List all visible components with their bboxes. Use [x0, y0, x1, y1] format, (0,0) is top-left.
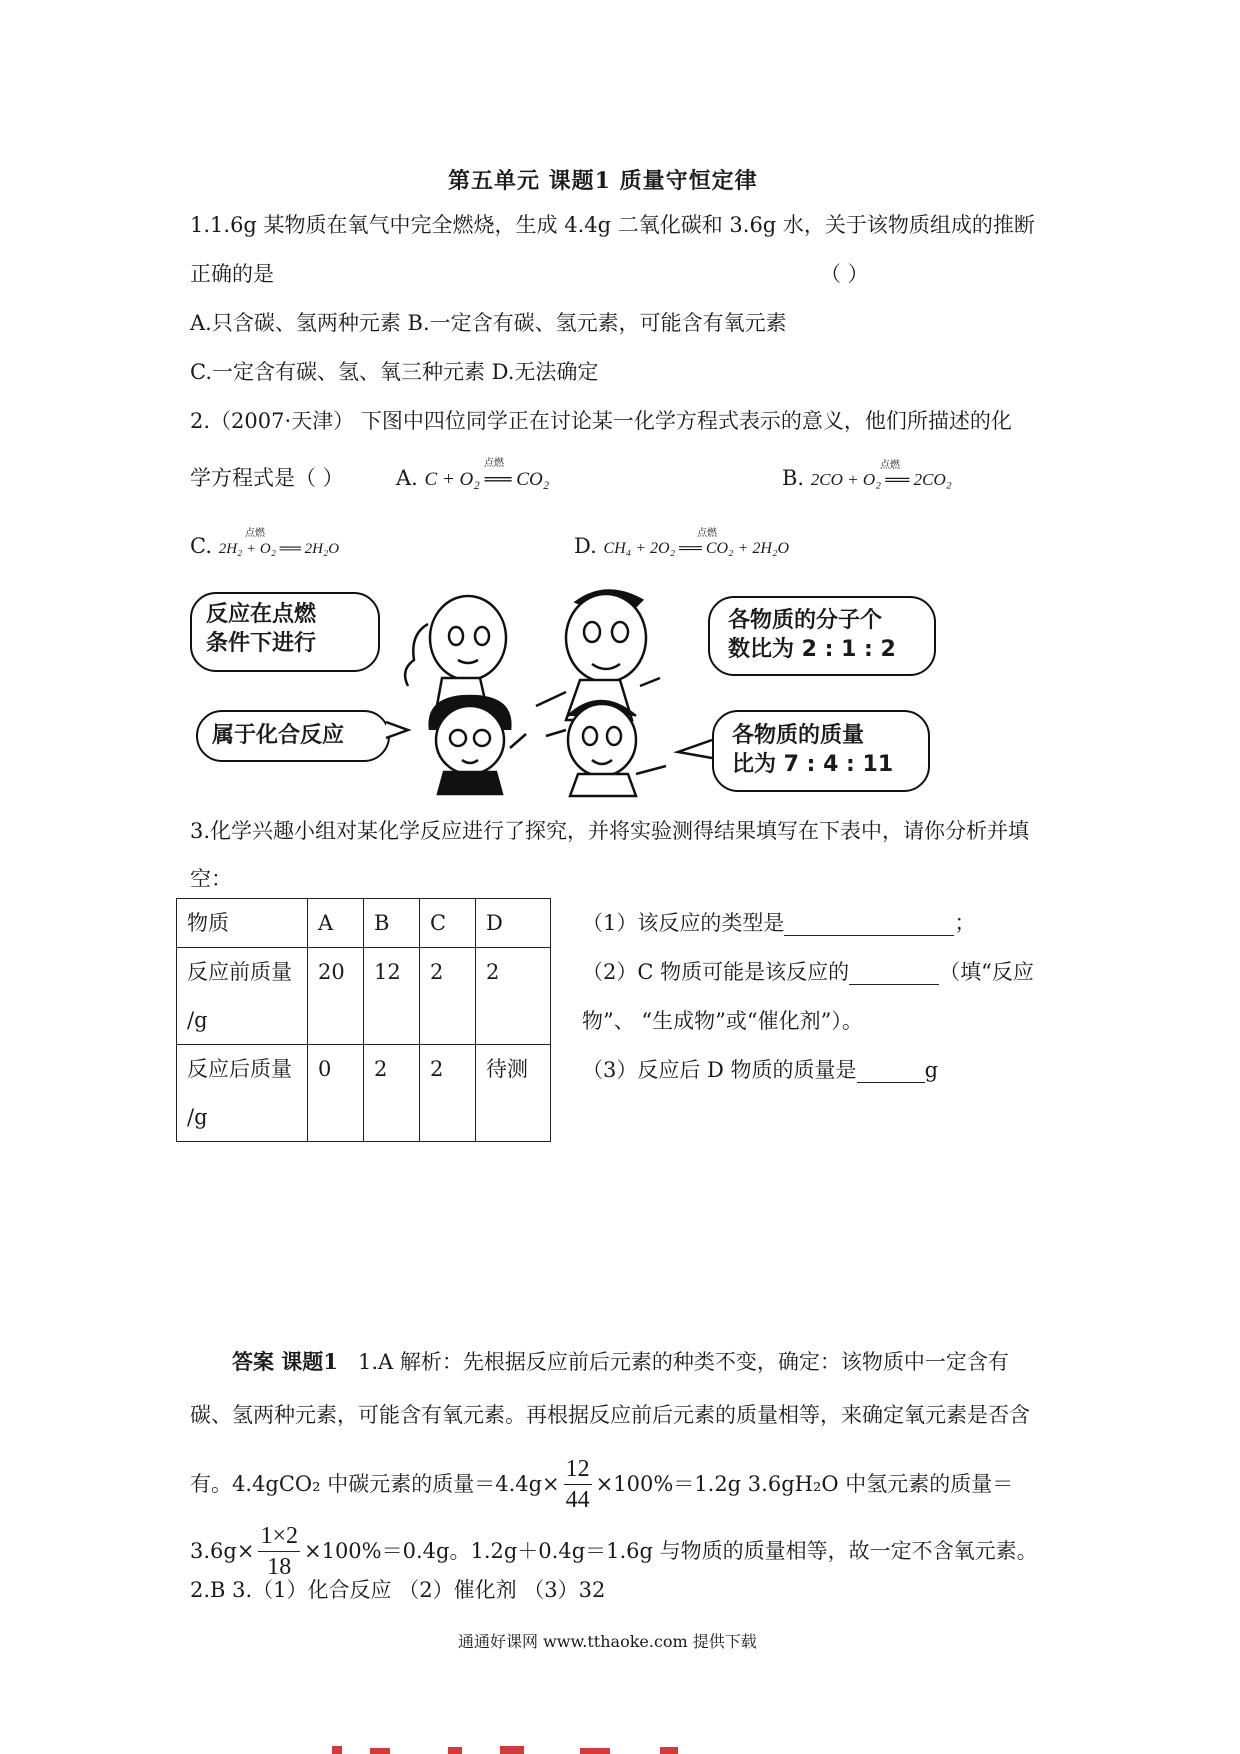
sub-question-text: （1）该反应的类型是 — [582, 911, 785, 935]
red-stamp-fragment — [330, 1744, 730, 1754]
option-label: A. — [396, 466, 418, 490]
q3-sub3 — [582, 1057, 938, 1083]
condition-label-c: 点燃 — [245, 528, 265, 539]
fraction-denominator: 18 — [267, 1553, 292, 1580]
table-header-cell: C — [420, 899, 476, 948]
sub-question-text: （2）C 物质可能是该反应的 — [582, 960, 850, 984]
equation-a: C + O₂ ══ CO₂ — [424, 469, 550, 490]
sub-question-text: g — [924, 1058, 939, 1082]
footer-credit: 通通好课网 www.tthaoke.com 提供下载 — [458, 1632, 757, 1651]
equation-c: 2H₂ + O₂ ══ 2H₂O — [218, 541, 340, 557]
table-header-cell: B — [364, 899, 420, 948]
table-row — [177, 948, 551, 1045]
equation-d: CH₄ + 2O₂ ══ CO₂ + 2H₂O — [603, 540, 790, 557]
bubble-text: 条件下进行 — [206, 631, 317, 656]
fraction-numerator: 1×2 — [258, 1521, 300, 1552]
table-row — [177, 899, 551, 948]
experiment-table — [176, 898, 551, 1142]
q1-stem-line2: 正确的是 — [190, 262, 274, 286]
bubble-text: 各物质的质量 — [732, 723, 865, 748]
option-label: D. — [574, 534, 597, 558]
q3-stem-line2: 空： — [190, 867, 232, 891]
q1-answer-paren: （ ） — [820, 262, 869, 286]
table-header-cell: 物质 — [177, 899, 308, 948]
answer-line2: 碳、氢两种元素，可能含有氧元素。再根据反应前后元素的质量相等，来确定氧元素是否含 — [190, 1403, 1030, 1427]
q3-sub1 — [582, 910, 975, 936]
q3-sub2 — [582, 959, 1034, 985]
q2-stem-line1: 2.（2007·天津） 下图中四位同学正在讨论某一化学方程式表示的意义，他们所描述的化 — [190, 409, 1012, 433]
answer-blank[interactable] — [784, 913, 954, 936]
q2-stem-line2: 学方程式是（ ） — [190, 466, 344, 490]
bubble-text: 反应在点燃 — [206, 602, 317, 627]
answer-line1 — [232, 1349, 1009, 1375]
q1-options-ab: A.只含碳、氢两种元素 B.一定含有碳、氢元素，可能含有氧元素 — [190, 311, 787, 335]
sub-question-text: （填“反应 — [939, 960, 1034, 984]
bubble-text: 各物质的分子个 — [728, 608, 883, 633]
answer-heading: 答案 课题1 — [232, 1349, 338, 1374]
fraction-1x2-18 — [258, 1521, 300, 1582]
table-cell: 12 — [364, 948, 420, 1045]
condition-label-b: 点燃 — [880, 460, 900, 471]
condition-label-a: 点燃 — [484, 458, 504, 469]
q3-sub2-cont: 物”、 “生成物”或“催化剂”）。 — [582, 1009, 863, 1033]
answer-text: ×100%＝0.4g。1.2g＋0.4g＝1.6g 与物质的质量相等，故一定不含氧元素。 — [303, 1539, 1038, 1563]
table-cell: 待测 — [476, 1045, 551, 1142]
q1-options-cd: C.一定含有碳、氢、氧三种元素 D.无法确定 — [190, 360, 599, 384]
table-cell: 2 — [420, 1045, 476, 1142]
girl-figure-2 — [430, 696, 526, 794]
table-row-label — [177, 948, 308, 1045]
bubble-text: 比为 7 : 4 : 11 — [732, 752, 894, 777]
q1-stem-line1: 1.1.6g 某物质在氧气中完全燃烧，生成 4.4g 二氧化碳和 3.6g 水，关于该物质组成的推断 — [190, 213, 1035, 237]
page-title: 第五单元 课题1 质量守恒定律 — [448, 168, 758, 194]
table-row — [177, 1045, 551, 1142]
table-cell: 2 — [476, 948, 551, 1045]
table-row-label — [177, 1045, 308, 1142]
sub-question-text: ； — [954, 911, 976, 935]
table-cell: 20 — [308, 948, 364, 1045]
bubble-text: 数比为 2 : 1 : 2 — [728, 637, 896, 662]
table-header-cell: A — [308, 899, 364, 948]
option-label: C. — [190, 534, 212, 558]
answer-blank[interactable] — [857, 1060, 925, 1083]
table-cell: 2 — [420, 948, 476, 1045]
row-label-unit: /g — [187, 1008, 208, 1032]
bubble-tail-3 — [386, 722, 408, 738]
bubble-text: 属于化合反应 — [212, 723, 345, 748]
cartoon-students-illustration — [0, 580, 1240, 800]
row-label-text: 反应后质量 — [187, 1057, 292, 1081]
boy-figure-2 — [546, 701, 666, 796]
q3-stem-line1: 3.化学兴趣小组对某化学反应进行了探究，并将实验测得结果填写在下表中，请你分析并填 — [190, 819, 1030, 843]
condition-label-d: 点燃 — [697, 528, 717, 539]
row-label-unit: /g — [187, 1105, 208, 1129]
answer-blank[interactable] — [849, 962, 939, 985]
row-label-text: 反应前质量 — [187, 960, 292, 984]
table-cell: 2 — [364, 1045, 420, 1142]
equation-b: 2CO + O₂ ══ 2CO₂ — [810, 470, 952, 489]
table-cell: 0 — [308, 1045, 364, 1142]
option-label: B. — [782, 466, 805, 490]
answer-text: 3.6g× — [190, 1539, 255, 1563]
answer-text: 有。4.4gCO₂ 中碳元素的质量＝4.4g× — [190, 1472, 560, 1496]
table-header-cell: D — [476, 899, 551, 948]
answer-line5: 2.B 3.（1）化合反应 （2）催化剂 （3）32 — [190, 1578, 606, 1602]
q2-option-b — [782, 465, 952, 493]
fraction-denominator: 44 — [565, 1486, 590, 1513]
answer-text: 1.A 解析：先根据反应前后元素的种类不变，确定：该物质中一定含有 — [357, 1350, 1009, 1374]
q2-option-a — [396, 465, 549, 493]
answer-text: ×100%＝1.2g 3.6gH₂O 中氢元素的质量＝ — [595, 1472, 1014, 1496]
fraction-numerator: 12 — [564, 1454, 592, 1485]
bubble-tail-4 — [678, 740, 712, 758]
sub-question-text: （3）反应后 D 物质的质量是 — [582, 1058, 857, 1082]
q2-option-d — [574, 533, 789, 562]
